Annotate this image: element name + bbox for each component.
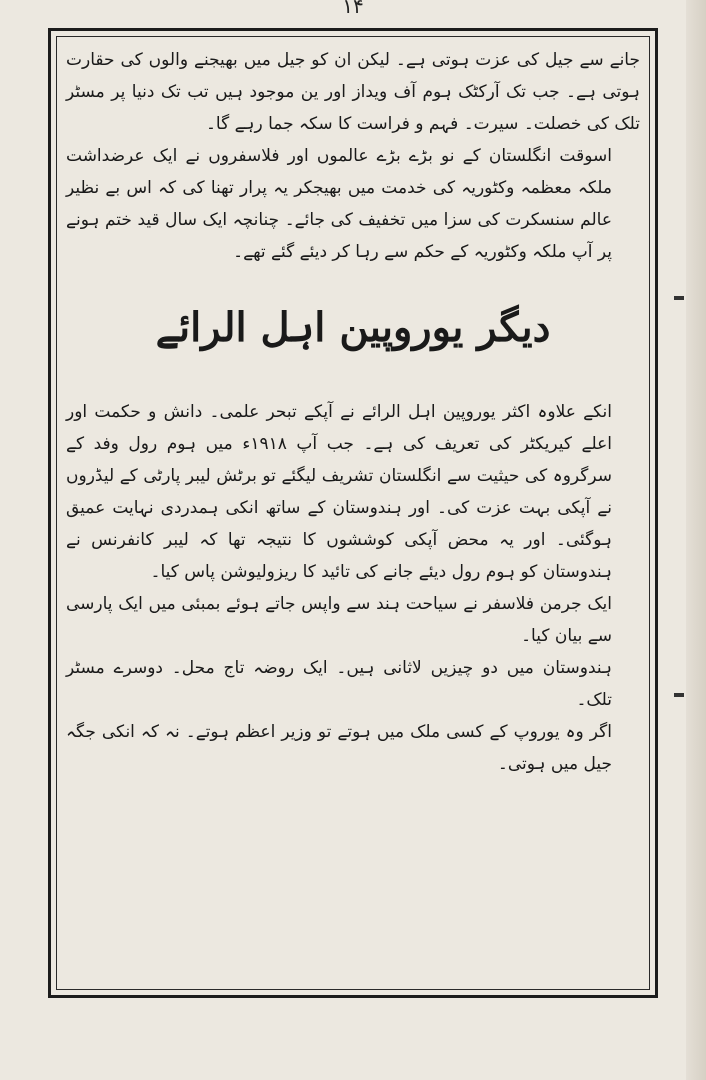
binding-staple-mark: [674, 693, 684, 697]
paragraph: جانے سے جیل کی عزت ہوتی ہے۔ لیکن ان کو جیل میں بھیجنے والوں کی حقارت ہوتی ہے۔ جب تک آرکٹک ہوم آف ویداز اور ین موجود ہیں تب تک دنیا پر مسٹر تلک کی خصلت۔ سیرت۔ فہم و فراست کا سکہ جما رہے گا۔: [66, 50, 640, 134]
page-body: [66, 44, 640, 980]
paragraph: اسوقت انگلستان کے نو بڑے بڑے عالموں اور فلاسفروں نے ایک عرضداشت ملکہ معظمہ وکٹوریہ کی خدمت میں بھیجکر یہ پرار تھنا کی کہ اس بے نظیر عالم سنسکرت کی سزا میں تخفیف کی جائے۔ چنانچہ ایک سال قید ختم ہونے پر آپ ملکہ وکٹوریہ کے حکم سے رہا کر دیئے گئے تھے۔: [66, 146, 612, 262]
paragraph: ایک جرمن فلاسفر نے سیاحت ہند سے واپس جاتے ہوئے بمبئی میں ایک پارسی سے بیان کیا۔: [66, 594, 612, 646]
page-edge-shadow: [686, 0, 706, 1080]
section-heading: دیگر یوروپین اہل الرائے: [155, 304, 551, 351]
page-number: ۱۴: [342, 0, 364, 18]
binding-staple-mark: [674, 296, 684, 300]
paragraph: انکے علاوہ اکثر یوروپین اہل الرائے نے آپکے تبحر علمی۔ دانش و حکمت اور اعلے کیریکٹر کی تعریف کی ہے۔ جب آپ ۱۹۱۸ء میں ہوم رول وفد کے سرگروہ کی حیثیت سے انگلستان تشریف لیگئے تو برٹش لیبر پارٹی کے لیڈروں نے آپکی بہت عزت کی۔ اور ہندوستان کے ساتھ انکی ہمدردی نہایت عمیق ہوگئی۔ اور یہ محض آپکی کوششوں کا نتیجہ تھا کہ لیبر کانفرنس نے ہندوستان کو ہوم رول دیئے جانے کی تائید کا ریزولیوشن پاس کیا۔: [66, 402, 612, 582]
paragraph: اگر وہ یوروپ کے کسی ملک میں ہوتے تو وزیر اعظم ہوتے۔ نہ کہ انکی جگہ جیل میں ہوتی۔: [66, 722, 612, 774]
quotation: ہندوستان میں دو چیزیں لاثانی ہیں۔ ایک روضہ تاج محل۔ دوسرے مسٹر تلک۔: [66, 658, 612, 710]
